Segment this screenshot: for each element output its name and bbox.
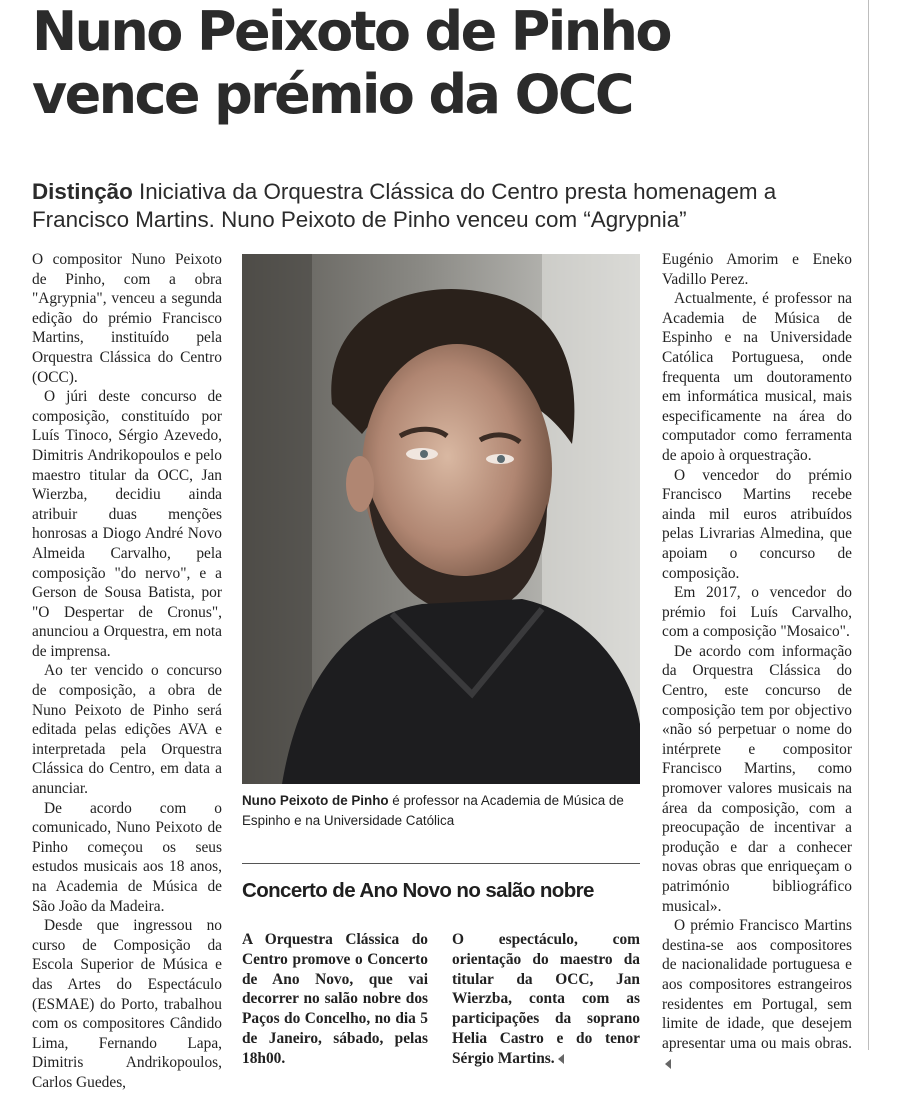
column-3-paragraph: O vencedor do prémio Francisco Martins recebe ainda mil euros atribuídos pelas Livrarias Almedina, que apoiam o concurso de composição. (662, 466, 852, 582)
column-1-paragraph: O compositor Nuno Peixoto de Pinho, com a obra "Agrypnia", venceu a segunda edição do prémio Francisco Martins, instituído pela Orquestra Clássica do Centro (OCC). (32, 251, 222, 386)
box-column-a (242, 930, 428, 1069)
standfirst-text: Iniciativa da Orquestra Clássica do Centro presta homenagem a Francisco Martins. Nuno Peixoto de Pinho venceu com “Agrypnia” (32, 179, 777, 232)
box-title: Concerto de Ano Novo no salão nobre (242, 879, 594, 902)
portrait-illustration (242, 254, 640, 784)
box-column-b (452, 930, 640, 1069)
column-3-paragraph: De acordo com informação da Orquestra Clássica do Centro, este concurso de composição tem por objectivo «não só perpetuar o nome do intérprete e compositor Francisco Martins, como promover valores musicais na área da composição, com a preocupação de incentivar a produção e dar a conhecer novas obras que enriqueçam o património bibliográfico musical». (662, 642, 852, 915)
column-3-paragraph: O prémio Francisco Martins destina-se aos compositores de nacionalidade portuguesa e aos compositores estrangeiros residentes em Portugal, sem limite de idade, que desejem apresentar uma ou mais obras. (662, 917, 852, 1052)
column-3-paragraph: Actualmente, é professor na Academia de Música de Espinho e na Universidade Católica Portuguesa, onde frequenta um doutoramento em informática musical, mais especificamente na área do computador como ferramenta de apoio à orquestração. (662, 290, 852, 464)
article-column-1 (32, 250, 222, 1093)
end-mark-icon (665, 1059, 671, 1069)
photo-caption (242, 791, 642, 830)
column-divider-rule (868, 0, 869, 1050)
caption-name: Nuno Peixoto de Pinho (242, 793, 389, 808)
standfirst-kicker: Distinção (32, 179, 133, 204)
article-column-3 (662, 250, 852, 1073)
box-column-a-text: A Orquestra Clássica do Centro promove o Concerto de Ano Novo, que vai decorrer no salão nobre dos Paços do Concelho, no dia 5 de Janeiro, sábado, pelas 18h00. (242, 931, 428, 1067)
box-separator-rule (242, 863, 640, 864)
headline-line-1: Nuno Peixoto de Pinho (32, 0, 670, 63)
end-mark-icon (558, 1054, 564, 1064)
column-1-paragraph: Desde que ingressou no curso de Composição da Escola Superior de Música e das Artes do Espectáculo (ESMAE) do Porto, trabalhou com os compositores Cândido Lima, Fernando Lapa, Dimitris Andrikopoulos, Carlos Guedes, (32, 917, 222, 1091)
column-1-paragraph: Ao ter vencido o concurso de composição, a obra de Nuno Peixoto de Pinho será editada pelas edições AVA e interpretada pela Orquestra Clássica do Centro, em data a anunciar. (32, 662, 222, 798)
portrait-photo (242, 254, 640, 784)
column-1-paragraph: O júri deste concurso de composição, constituído por Luís Tinoco, Sérgio Azevedo, Dimitris Andrikopoulos e pelo maestro titular da OCC, Jan Wierzba, decidiu ainda atribuir duas menções honrosas a Diogo André Novo Almeida Carvalho, pela composição "do nervo", e a Gerson de Sousa Batista, por "O Despertar de Cronus", anunciou a Orquestra, em nota de imprensa. (32, 388, 222, 660)
standfirst (32, 178, 802, 234)
box-column-b-text: O espectáculo, com orientação do maestro da titular da OCC, Jan Wierzba, conta com as participações da soprano Helia Castro e do tenor Sérgio Martins. (452, 931, 640, 1067)
column-3-paragraph: Eugénio Amorim e Eneko Vadillo Perez. (662, 251, 852, 288)
column-3-paragraph: Em 2017, o vencedor do prémio foi Luís Carvalho, com a composição "Mosaico". (662, 584, 852, 641)
column-1-paragraph: De acordo com o comunicado, Nuno Peixoto de Pinho começou os seus estudos musicais aos 18 anos, na Academia de Música de São João da Madeira. (32, 799, 222, 915)
headline-line-2: vence prémio da OCC (32, 63, 632, 126)
headline (32, 0, 872, 126)
caption-text: é professor na Academia de Música de Espinho e na Universidade Católica (242, 793, 624, 828)
